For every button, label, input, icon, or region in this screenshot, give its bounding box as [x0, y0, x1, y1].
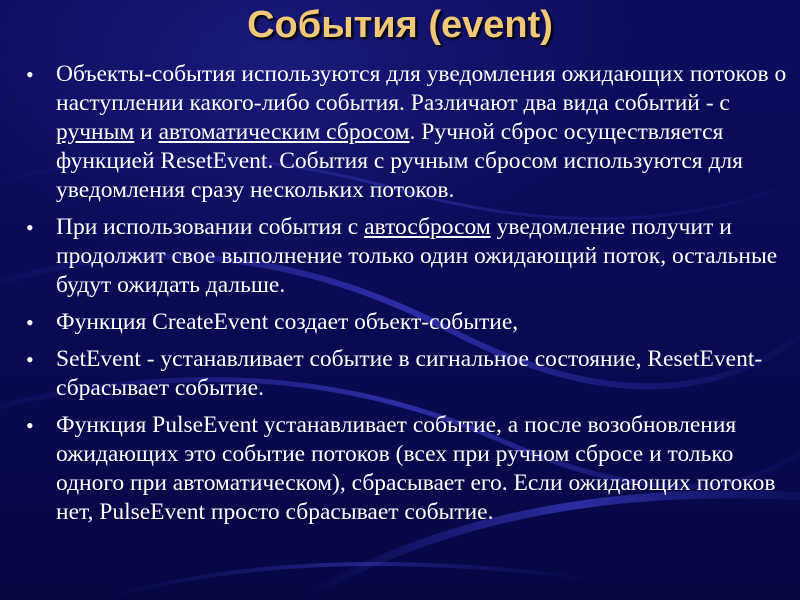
bullet-list	[22, 60, 792, 535]
bullet-text: . Ручной сброс осуществляется функцией ResetEvent. События с ручным сбросом используются для уведомления сразу нескольких потоков.	[56, 119, 743, 203]
bullet-text: SetEvent - устанавливает событие в сигнальное состояние, ResetEvent-сбрасывает событие.	[56, 346, 763, 401]
slide-title: События (event)	[247, 4, 553, 46]
bullet-text: Объекты-события используются для уведомления ожидающих потоков о наступлении какого-либо события. Различают два вида событий - с	[56, 61, 787, 116]
bullet-text: уведомление получит и продолжит свое выполнение только один ожидающий поток, остальные будут ожидать дальше.	[56, 214, 778, 298]
bullet-text: При использовании события с	[56, 214, 365, 240]
bullet-text: и	[134, 119, 159, 145]
bullet-item	[22, 60, 792, 205]
bullet-item	[22, 308, 792, 337]
link-automatic-reset[interactable]: автоматическим сбросом	[158, 119, 410, 145]
bullet-dot-icon: •	[26, 310, 34, 335]
bullet-dot-icon: •	[26, 413, 34, 438]
bullet-item	[22, 213, 792, 300]
bullet-text: Функция CreateEvent создает объект-событие,	[56, 309, 519, 335]
bullet-item	[22, 411, 792, 527]
bullet-dot-icon: •	[26, 62, 34, 87]
link-autoreset[interactable]: автосбросом	[364, 214, 491, 240]
link-manual-reset[interactable]: ручным	[56, 119, 135, 145]
bullet-text: Функция PulseEvent устанавливает событие, а после возобновления ожидающих это событие потоков (всех при ручном сбросе и только одного при автоматическом), сбрасывает его. Если ожидающих потоков нет, PulseEvent просто сбрасывает событие.	[56, 412, 776, 525]
bullet-dot-icon: •	[26, 347, 34, 372]
bullet-dot-icon: •	[26, 215, 34, 240]
bullet-item	[22, 345, 792, 403]
